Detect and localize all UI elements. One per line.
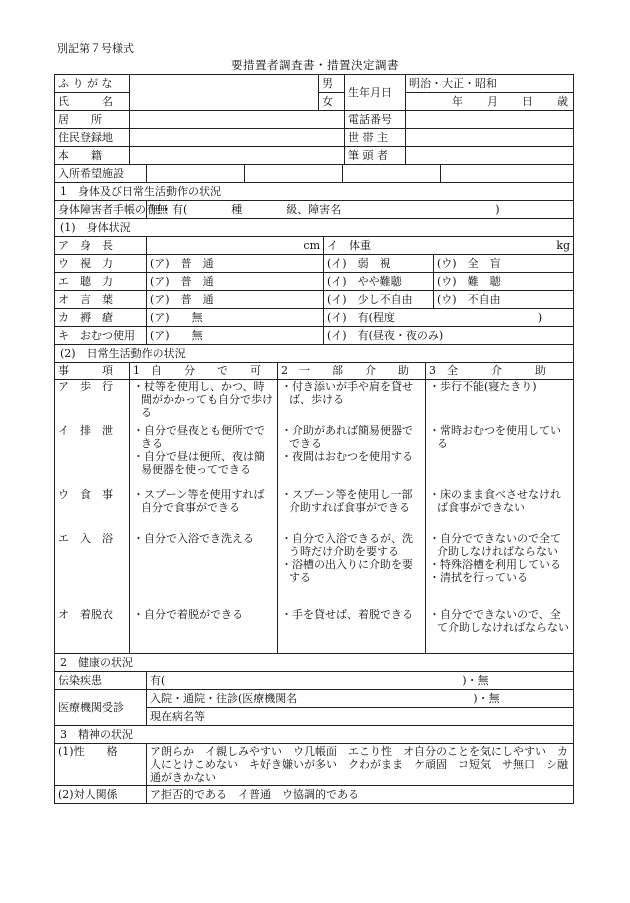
section1-title: 1 身体及び日常生活動作の状況 bbox=[55, 183, 574, 201]
bathing-full[interactable] bbox=[426, 532, 574, 608]
eating-self[interactable] bbox=[130, 488, 278, 532]
sex-male[interactable]: 男 bbox=[319, 75, 345, 93]
eating-full[interactable] bbox=[426, 488, 574, 532]
household-label: 世 帯 主 bbox=[345, 129, 406, 147]
walking-self-1: ・杖等を使用し、かつ、時間がかかっても自分で歩ける bbox=[133, 380, 273, 419]
furigana-label: ふ り が な bbox=[55, 75, 130, 93]
infection-label: 伝染疾患 bbox=[55, 672, 147, 690]
personal-info-table bbox=[54, 74, 574, 165]
walking-partial[interactable] bbox=[278, 380, 426, 424]
dressing-partial-1: ・手を貸せば、着脱できる bbox=[281, 607, 413, 621]
bedsore-label: カ 褥 瘡 bbox=[55, 309, 147, 327]
age-unit: 歳 bbox=[557, 94, 568, 108]
diaper-option-a[interactable]: (ア) 無 bbox=[147, 327, 324, 345]
honseki-label: 本 籍 bbox=[55, 147, 130, 165]
dressing-partial[interactable] bbox=[278, 608, 426, 654]
facility-choice-3[interactable] bbox=[343, 165, 441, 183]
character-value[interactable]: ア朗らか イ親しみやすい ウ几帳面 エこり性 オ自分のことを気にしやすい カ人にとけこめない キ好き嫌いが多い クわがまま ケ頑固 コ短気 サ無口 シ融通がきかない bbox=[147, 744, 574, 786]
survey-form bbox=[54, 74, 573, 804]
adl-subtitle: (2) 日常生活動作の状況 bbox=[55, 345, 574, 363]
registered-label: 住民登録地 bbox=[55, 129, 130, 147]
speech-option-c[interactable]: (ウ) 不自由 bbox=[434, 291, 574, 309]
dressing-full-1: ・自分でできないので、全て介助しなければならない bbox=[429, 607, 569, 634]
diaper-option-b[interactable]: (イ) 有(昼夜・夜のみ) bbox=[324, 327, 574, 345]
bedsore-option-a[interactable]: (ア) 無 bbox=[147, 309, 324, 327]
eating-partial-1: ・スプーン等を使用し一部介助すれば食事ができる bbox=[281, 487, 413, 514]
medical-label: 医療機関受診 bbox=[55, 690, 147, 726]
hearing-option-c[interactable]: (ウ) 難 聴 bbox=[434, 273, 574, 291]
weight-label: イ 体重 bbox=[327, 238, 371, 252]
bathing-partial[interactable] bbox=[278, 532, 426, 608]
current-illness-value[interactable]: 現在病名等 bbox=[147, 708, 574, 726]
diaper-label: キ おむつ使用 bbox=[55, 327, 147, 345]
walking-label: ア 歩 行 bbox=[55, 380, 130, 424]
handbook-label: 身体障害者手帳の有無 bbox=[55, 201, 147, 219]
eating-label: ウ 食 事 bbox=[55, 488, 130, 532]
bathing-full-2: ・特殊浴槽を利用している bbox=[429, 557, 561, 571]
bedsore-option-b[interactable]: (イ) 有(程度 ) bbox=[324, 309, 574, 327]
month-unit: 月 bbox=[487, 94, 498, 108]
vision-option-a[interactable]: (ア) 普 通 bbox=[147, 255, 324, 273]
facility-label: 入所希望施設 bbox=[55, 165, 147, 183]
excretion-partial-1: ・介助があれば簡易便器でできる bbox=[281, 423, 413, 450]
excretion-self-2: ・自分で昼は便所、夜は簡易便器を使ってできる bbox=[133, 449, 265, 476]
bathing-self[interactable] bbox=[130, 532, 278, 608]
walking-full[interactable] bbox=[426, 380, 574, 424]
speech-option-a[interactable]: (ア) 普 通 bbox=[147, 291, 324, 309]
hearing-label: エ 聴 力 bbox=[55, 273, 147, 291]
section3-table bbox=[54, 725, 574, 804]
address-field[interactable] bbox=[130, 111, 345, 129]
facility-choice-2[interactable] bbox=[245, 165, 343, 183]
adl-header-partial: 2 一 部 介 助 bbox=[278, 363, 426, 380]
adl-table bbox=[54, 362, 574, 654]
dob-field[interactable] bbox=[406, 93, 574, 111]
eating-partial[interactable] bbox=[278, 488, 426, 532]
height-label: ア 身 長 bbox=[55, 237, 147, 255]
excretion-self-1: ・自分で昼夜とも便所でできる bbox=[133, 423, 265, 450]
physical-subtitle: (1) 身体状況 bbox=[55, 219, 574, 237]
household-field[interactable] bbox=[406, 129, 574, 147]
bathing-full-3: ・清拭を行っている bbox=[429, 570, 528, 584]
facility-table bbox=[54, 164, 574, 183]
vision-option-c[interactable]: (ウ) 全 盲 bbox=[434, 255, 574, 273]
section2-table bbox=[54, 653, 574, 726]
name-field[interactable] bbox=[130, 75, 319, 111]
excretion-full[interactable] bbox=[426, 424, 574, 488]
speech-label: オ 言 葉 bbox=[55, 291, 147, 309]
excretion-partial[interactable] bbox=[278, 424, 426, 488]
adl-header-full: 3 全 介 助 bbox=[426, 363, 574, 380]
dressing-label: オ 着脱衣 bbox=[55, 608, 130, 654]
dressing-self-1: ・自分で着脱ができる bbox=[133, 607, 243, 621]
speech-option-b[interactable]: (イ) 少し不自由 bbox=[324, 291, 434, 309]
vision-option-b[interactable]: (イ) 弱 視 bbox=[324, 255, 434, 273]
walking-self[interactable] bbox=[130, 380, 278, 424]
infection-value[interactable]: 有( )・無 bbox=[147, 672, 574, 690]
phone-field[interactable] bbox=[406, 111, 574, 129]
bathing-partial-2: ・浴槽の出入りに介助を要する bbox=[281, 557, 413, 584]
height-field[interactable] bbox=[147, 237, 324, 255]
adl-header-self: 1 自 分 で 可 bbox=[130, 363, 278, 380]
form-number: 別記第７号様式 bbox=[57, 42, 134, 55]
honseki-field[interactable] bbox=[130, 147, 345, 165]
bathing-label: エ 入 浴 bbox=[55, 532, 130, 608]
head-label: 筆 頭 者 bbox=[345, 147, 406, 165]
excretion-label: イ 排 泄 bbox=[55, 424, 130, 488]
handbook-value[interactable]: 無・有( 種 級、障害名 ) bbox=[147, 201, 574, 219]
adl-header-item: 事 項 bbox=[55, 363, 130, 380]
eating-self-1: ・スプーン等を使用すれば自分で食事ができる bbox=[133, 487, 265, 514]
section2-title: 2 健康の状況 bbox=[55, 654, 574, 672]
sex-female[interactable]: 女 bbox=[319, 93, 345, 111]
dressing-self[interactable] bbox=[130, 608, 278, 654]
walking-partial-1: ・付き添いが手や肩を貸せば、歩ける bbox=[281, 380, 413, 406]
character-label: (1)性 格 bbox=[55, 744, 147, 786]
head-field[interactable] bbox=[406, 147, 574, 165]
section1-table bbox=[54, 182, 574, 363]
dob-label: 生年月日 bbox=[345, 75, 406, 111]
cm-unit: cm bbox=[303, 238, 320, 252]
weight-field[interactable] bbox=[324, 237, 574, 255]
facility-choice-1[interactable] bbox=[147, 165, 245, 183]
excretion-partial-2: ・夜間はおむつを使用する bbox=[281, 449, 413, 463]
day-unit: 日 bbox=[522, 94, 533, 108]
hearing-option-b[interactable]: (イ) やや難聴 bbox=[324, 273, 434, 291]
eating-full-1: ・床のまま食べさせなければ食事ができない bbox=[429, 487, 561, 514]
phone-label: 電話番号 bbox=[345, 111, 406, 129]
vision-label: ウ 視 力 bbox=[55, 255, 147, 273]
excretion-full-1: ・常時おむつを使用している bbox=[429, 423, 561, 450]
year-unit: 年 bbox=[452, 94, 463, 108]
document-title: 要措置者調査書・措置決定調書 bbox=[231, 58, 399, 72]
registered-field[interactable] bbox=[130, 129, 345, 147]
address-label: 居 所 bbox=[55, 111, 130, 129]
medical-visit-value[interactable]: 入院・通院・往診(医療機関名 )・無 bbox=[147, 690, 574, 708]
relations-value[interactable]: ア拒否的である イ普通 ウ協調的である bbox=[147, 786, 574, 804]
facility-choice-4[interactable] bbox=[441, 165, 574, 183]
section3-title: 3 精神の状況 bbox=[55, 726, 574, 744]
walking-full-1: ・歩行不能(寝たきり) bbox=[429, 380, 537, 393]
bathing-self-1: ・自分で入浴でき洗える bbox=[133, 531, 254, 545]
kg-unit: kg bbox=[556, 238, 571, 252]
relations-label: (2)対人関係 bbox=[55, 786, 147, 804]
hearing-option-a[interactable]: (ア) 普 通 bbox=[147, 273, 324, 291]
era-options[interactable]: 明治・大正・昭和 bbox=[406, 75, 574, 93]
dressing-full[interactable] bbox=[426, 608, 574, 654]
bathing-full-1: ・自分でできないので全て介助しなければならない bbox=[429, 531, 561, 558]
name-label: 氏 名 bbox=[55, 93, 130, 111]
bathing-partial-1: ・自分で入浴できるが、洗う時だけ介助を要する bbox=[281, 531, 413, 558]
excretion-self[interactable] bbox=[130, 424, 278, 488]
